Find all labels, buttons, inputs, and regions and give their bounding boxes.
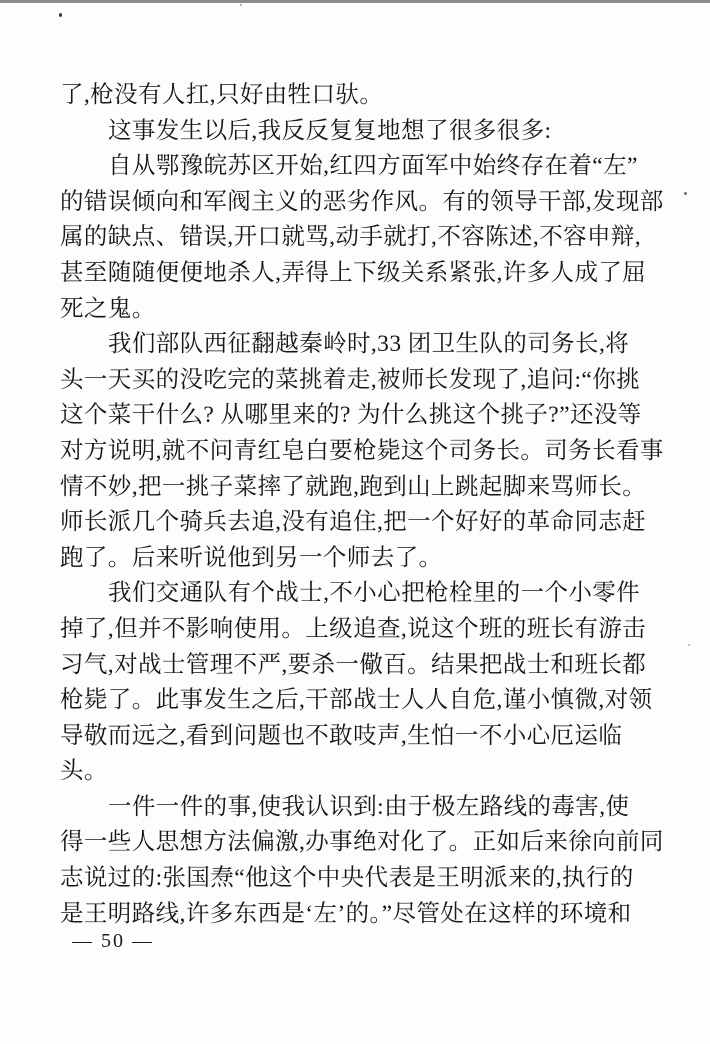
scan-speck [688, 644, 690, 646]
scan-speck [240, 4, 242, 6]
scan-speck [684, 192, 687, 195]
text-line-02: 这事发生以后,我反反复复地想了很多很多: [108, 117, 552, 144]
text-line-01: 了,枪没有人扛,只好由牲口驮。 [60, 82, 384, 108]
scan-edge-artifact [0, 0, 710, 3]
text-line-23: 志说过的:张国焘“他这个中央代表是王明派来的,执行的 [60, 865, 634, 892]
text-line-11: 对方说明,就不问青红皂白要枪毙这个司务长。司务长看事 [60, 437, 664, 464]
text-line-05: 属的缺点、错误,开口就骂,动手就打,不容陈述,不容申辩, [60, 224, 642, 251]
text-line-09: 头一天买的没吃完的菜挑着走,被师长发现了,追问:“你挑 [60, 366, 641, 393]
text-line-20: 头。 [60, 758, 108, 785]
body-text [60, 78, 664, 932]
text-line-08: 我们部队西征翻越秦岭时,33 团卫生队的司务长,将 [108, 331, 630, 358]
text-line-17: 习气,对战士管理不严,要杀一儆百。结果把战士和班长都 [60, 651, 647, 678]
text-line-10: 这个菜干什么? 从哪里来的? 为什么挑这个挑子?”还没等 [60, 402, 642, 429]
text-line-04: 的错误倾向和军阀主义的恶劣作风。有的领导干部,发现部 [60, 188, 664, 215]
text-line-22: 得一些人思想方法偏激,办事绝对化了。正如后来徐向前同 [60, 829, 664, 856]
text-line-07: 死之鬼。 [60, 295, 156, 322]
text-line-19: 导敬而远之,看到问题也不敢吱声,生怕一不小心厄运临 [60, 722, 623, 749]
text-line-18: 枪毙了。此事发生之后,干部战士人人自危,谨小慎微,对领 [60, 687, 653, 714]
text-line-06: 甚至随随便便地杀人,弄得上下级关系紧张,许多人成了屈 [60, 259, 647, 286]
text-line-12: 情不妙,把一挑子菜摔了就跑,跑到山上跳起脚来骂师长。 [60, 473, 647, 500]
text-line-15: 我们交通队有个战士,不小心把枪栓里的一个小零件 [108, 580, 641, 607]
page-number: — 50 — [72, 930, 154, 952]
scan-speck [59, 13, 62, 17]
text-line-21: 一件一件的事,使我认识到:由于极左路线的毒害,使 [108, 793, 630, 820]
text-line-13: 师长派几个骑兵去追,没有追住,把一个好好的革命同志赶 [60, 509, 647, 536]
text-line-14: 跑了。后来听说他到另一个师去了。 [60, 544, 443, 571]
text-line-24: 是王明路线,许多东西是‘左’的。”尽管处在这样的环境和 [60, 900, 632, 927]
text-line-03: 自从鄂豫皖苏区开始,红四方面军中始终存在着“左” [108, 153, 638, 180]
text-line-16: 掉了,但并不影响使用。上级追查,说这个班的班长有游击 [60, 615, 647, 642]
